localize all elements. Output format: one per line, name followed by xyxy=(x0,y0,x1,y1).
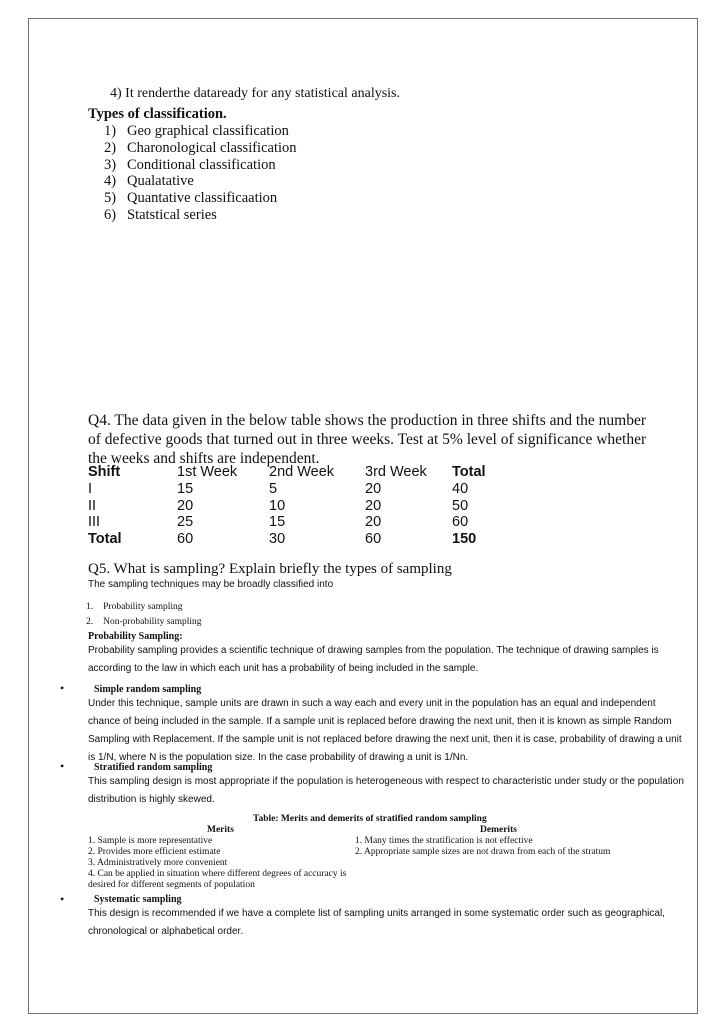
table-cell: 40 xyxy=(452,480,469,497)
table-cell: 25 xyxy=(177,514,194,531)
list-number: 3) xyxy=(104,156,117,173)
types-list xyxy=(104,123,297,224)
types-list-item xyxy=(104,157,297,174)
demerit-item: 2. Appropriate sample sizes are not drawn from each of the stratum xyxy=(355,847,611,857)
intro-list-item: 4) It renderthe dataready for any statistical analysis. xyxy=(110,86,400,101)
stratified-random-heading: Stratified random sampling xyxy=(94,762,213,773)
stratified-text-line: This sampling design is most appropriate if the population is heterogeneous with respect to characteristic under study or the population xyxy=(88,776,684,787)
table-row xyxy=(88,498,486,515)
list-text: Probability sampling xyxy=(103,602,183,612)
types-list-item xyxy=(104,140,297,157)
list-text: Qualatative xyxy=(127,173,194,190)
list-number: 4) xyxy=(104,173,117,190)
table-cell: 15 xyxy=(177,480,194,497)
table-cell: 60 xyxy=(365,531,382,548)
table-header-cell: Total xyxy=(452,464,486,480)
table-row xyxy=(88,514,486,531)
systematic-text-line: chronological or alphabetical order. xyxy=(88,926,244,937)
merit-item: 1. Sample is more representative xyxy=(88,836,213,846)
simple-text-line: is 1/N, where N is the population size. In the case probability of drawing a unit is 1/Nn. xyxy=(88,752,469,763)
simple-text-line: Under this technique, sample units are drawn in such a way each and every unit in the population has an equal and independent xyxy=(88,698,656,709)
merit-item: 4. Can be applied in situation where different degrees of accuracy is xyxy=(88,869,347,879)
merits-table-caption: Table: Merits and demerits of stratified random sampling xyxy=(253,814,487,824)
table-cell: 60 xyxy=(452,514,469,531)
merits-column-header: Merits xyxy=(207,825,234,835)
types-list-item xyxy=(104,123,297,140)
table-cell: 20 xyxy=(177,497,194,514)
types-list-item xyxy=(104,207,297,224)
simple-random-heading: Simple random sampling xyxy=(94,684,202,695)
table-header-cell: 2nd Week xyxy=(269,464,335,480)
simple-text-line: Sampling with Replacement. If the sample unit is not replaced before drawing the next unit, then it is case, probability of drawing a unit xyxy=(88,734,682,745)
table-header-cell: 1st Week xyxy=(177,464,238,480)
types-heading: Types of classification. xyxy=(88,106,227,122)
table-cell: I xyxy=(88,480,93,497)
simple-text-line: chance of being included in the sample. If a sample unit is replaced before drawing the next unit, then it is known as simple Random xyxy=(88,716,672,727)
list-number: 6) xyxy=(104,206,117,223)
types-list-item xyxy=(104,173,297,190)
table-cell: 50 xyxy=(452,497,469,514)
table-total-row xyxy=(88,531,486,548)
systematic-heading: Systematic sampling xyxy=(94,894,182,905)
q5-heading: Q5. What is sampling? Explain briefly the types of sampling xyxy=(88,561,452,577)
list-text: Conditional classification xyxy=(127,156,276,173)
list-number: 1. xyxy=(86,602,94,612)
table-cell: 60 xyxy=(177,531,194,548)
q5-intro: The sampling techniques may be broadly classified into xyxy=(88,579,334,590)
demerit-item: 1. Many times the stratification is not effective xyxy=(355,836,533,846)
table-cell: 15 xyxy=(269,514,286,531)
q4-table xyxy=(88,464,486,548)
list-text: Statstical series xyxy=(127,206,217,223)
table-row xyxy=(88,481,486,498)
table-cell: Total xyxy=(88,531,122,548)
types-list-item xyxy=(104,190,297,207)
probability-text-line: according to the law in which each unit has a probability of being included in the sample. xyxy=(88,663,479,674)
table-cell: III xyxy=(88,514,101,531)
systematic-text-line: This design is recommended if we have a complete list of sampling units arranged in some systematic order such as geographical, xyxy=(88,908,665,919)
stratified-text-line: distribution is highly skewed. xyxy=(88,794,215,805)
bullet-icon: • xyxy=(60,892,65,906)
table-cell: 30 xyxy=(269,531,286,548)
sampling-type-item xyxy=(86,617,202,627)
list-text: Geo graphical classification xyxy=(127,123,289,139)
table-header-cell: 3rd Week xyxy=(365,464,427,480)
bullet-icon: • xyxy=(60,759,65,773)
bullet-icon: • xyxy=(60,681,65,695)
table-cell: 150 xyxy=(452,531,477,548)
list-number: 2. xyxy=(86,617,94,627)
list-number: 5) xyxy=(104,190,117,207)
probability-text-line: Probability sampling provides a scientific technique of drawing samples from the population. The technique of drawing samples is xyxy=(88,645,659,656)
list-number: 2) xyxy=(104,139,117,156)
table-cell: 10 xyxy=(269,497,286,514)
merit-item: desired for different segments of population xyxy=(88,880,255,890)
probability-sampling-heading: Probability Sampling: xyxy=(88,631,183,642)
table-cell: II xyxy=(88,497,97,514)
table-cell: 20 xyxy=(365,480,382,497)
table-cell: 5 xyxy=(269,480,278,497)
merit-item: 3. Administratively more convenient xyxy=(88,858,228,868)
table-cell: 20 xyxy=(365,497,382,514)
list-text: Charonological classification xyxy=(127,139,297,156)
sampling-type-item xyxy=(86,602,183,612)
table-cell: 20 xyxy=(365,514,382,531)
table-header-row xyxy=(88,464,486,481)
list-text: Non-probability sampling xyxy=(103,617,202,627)
list-text: Quantative classificaation xyxy=(127,190,278,207)
list-number: 1) xyxy=(104,123,117,139)
table-header-cell: Shift xyxy=(88,464,121,480)
merit-item: 2. Provides more efficient estimate xyxy=(88,847,221,857)
q4-question: Q4. The data given in the below table shows the production in three shifts and the number of defective goods that turned out in three weeks. Test at 5% level of significance whether the weeks and shifts are independent. xyxy=(88,412,647,467)
demerits-column-header: Demerits xyxy=(480,825,517,835)
